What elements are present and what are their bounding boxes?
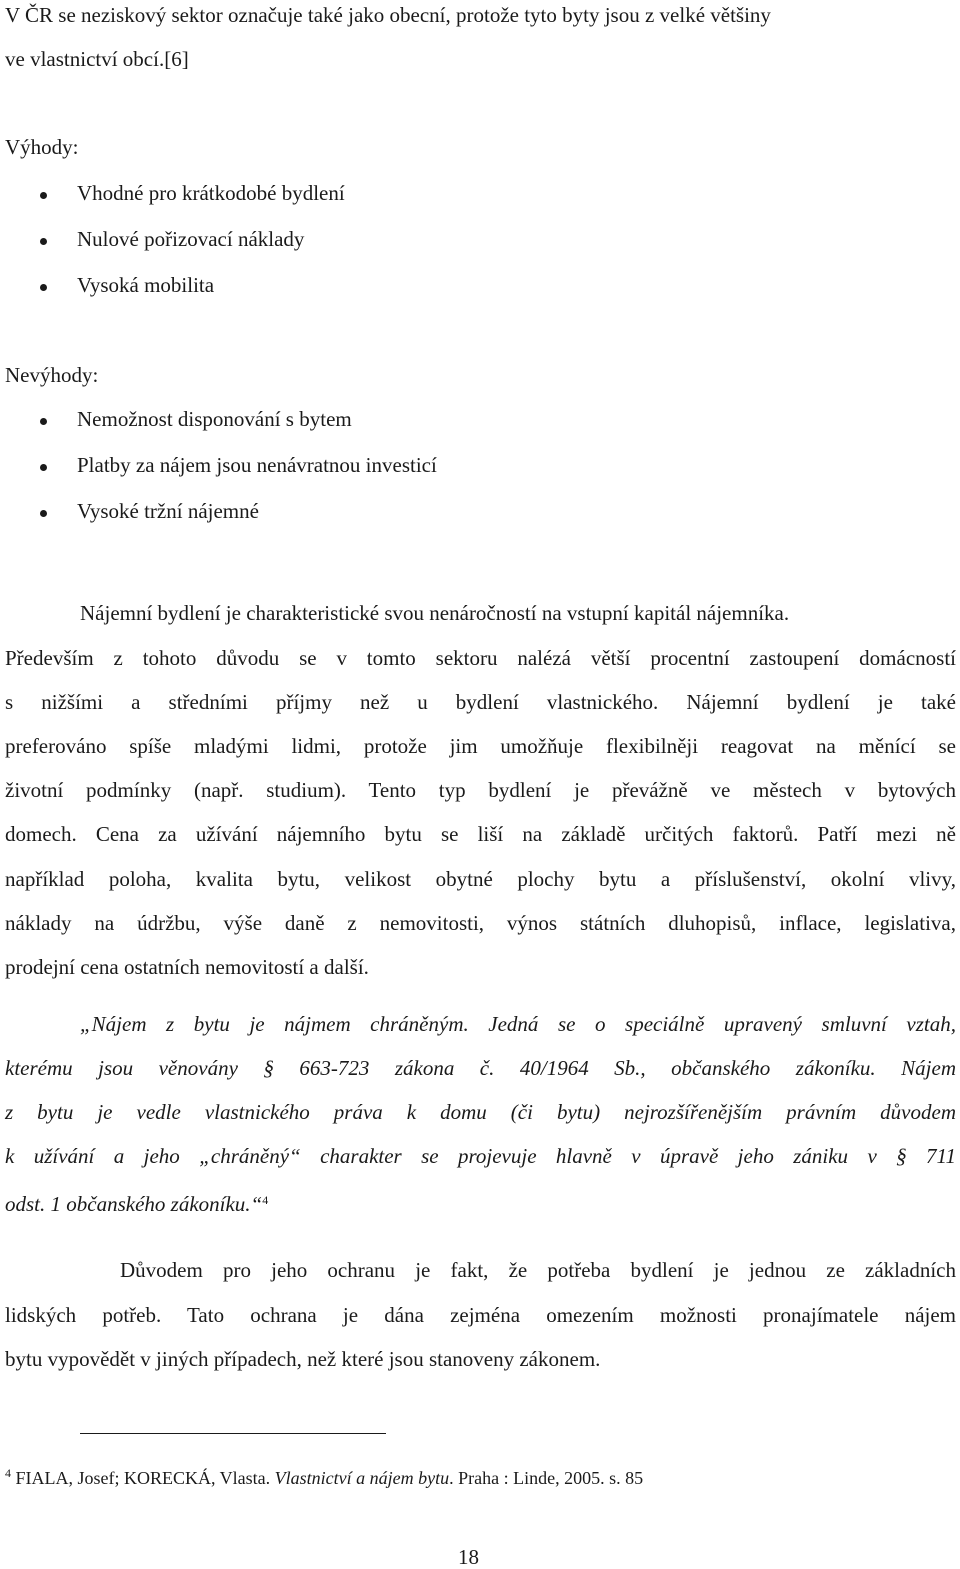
footnote-number: 4 (5, 1466, 11, 1480)
quote-line: „Nájem z bytu je nájmem chráněným. Jedná se o speciálně upravený smluvní vztah, (80, 1012, 956, 1036)
para1-line: náklady na údržbu, výše daně z nemovitosti, výnos státních dluhopisů, inflace, legislativa, (5, 911, 956, 935)
pros-item: Vysoká mobilita (40, 272, 214, 298)
bullet-icon (40, 510, 47, 517)
cons-heading: Nevýhody: (5, 363, 99, 387)
bullet-icon (40, 464, 47, 471)
footnote-rest: . Praha : Linde, 2005. s. 85 (449, 1468, 644, 1488)
para2-line: lidských potřeb. Tato ochrana je dána zejména omezením možnosti pronajímatele nájem (5, 1303, 956, 1327)
para2-line: Důvodem pro jeho ochranu je fakt, že potřeba bydlení je jednou ze základních (120, 1258, 956, 1282)
para2-line: bytu vypovědět v jiných případech, než které jsou stanoveny zákonem. (5, 1347, 601, 1371)
footnote-title: Vlastnictví a nájem bytu (274, 1468, 450, 1488)
footnote (5, 1462, 643, 1489)
para1-line: například poloha, kvalita bytu, velikost obytné plochy bytu a příslušenství, okolní vlivy, (5, 867, 956, 891)
bullet-icon (40, 284, 47, 291)
footnote-authors: FIALA, Josef; KORECKÁ, Vlasta. (15, 1468, 271, 1488)
para1-line: Především z tohoto důvodu se v tomto sektoru nalézá větší procentní zastoupení domácností (5, 646, 956, 670)
intro-line-1: V ČR se neziskový sektor označuje také jako obecní, protože tyto byty jsou z velké většiny (5, 3, 771, 27)
quote-line: k užívání a jeho „chráněný“ charakter se projevuje hlavně v úpravě jeho zániku v § 711 (5, 1144, 956, 1168)
para1-line: preferováno spíše mladými lidmi, protože jim umožňuje flexibilněji reagovat na měnící se (5, 734, 956, 758)
bullet-icon (40, 192, 47, 199)
cons-item: Nemožnost disponování s bytem (40, 406, 352, 432)
quote-line: z bytu je vedle vlastnického práva k domu (či bytu) nejrozšířenějším právním důvodem (5, 1100, 956, 1124)
quote-line: odst. 1 občanského zákoníku.“$^4$ (5, 1192, 269, 1216)
cons-item: Vysoké tržní nájemné (40, 498, 259, 524)
quote-line: kterému jsou věnovány § 663-723 zákona č. 40/1964 Sb., občanského zákoníku. Nájem (5, 1056, 956, 1080)
para1-line: životní podmínky (např. studium). Tento typ bydlení je převážně ve městech v bytových (5, 778, 956, 802)
para1-line: Nájemní bydlení je charakteristické svou nenáročností na vstupní kapitál nájemníka. (80, 601, 790, 625)
para1-line: domech. Cena za užívání nájemního bytu se liší na základě určitých faktorů. Patří mezi ně (5, 822, 956, 846)
pros-heading: Výhody: (5, 135, 79, 159)
para1-line: s nižšími a středními příjmy než u bydlení vlastnického. Nájemní bydlení je také (5, 690, 956, 714)
page-number: 18 (458, 1545, 479, 1569)
bullet-icon (40, 238, 47, 245)
pros-item: Nulové pořizovací náklady (40, 226, 304, 252)
footnote-divider (80, 1433, 386, 1434)
footnote-ref: 4 (262, 1193, 269, 1207)
para1-line: prodejní cena ostatních nemovitostí a další. (5, 955, 369, 979)
intro-line-2: ve vlastnictví obcí.[6] (5, 47, 189, 71)
bullet-icon (40, 418, 47, 425)
cons-item: Platby za nájem jsou nenávratnou investicí (40, 452, 437, 478)
pros-item: Vhodné pro krátkodobé bydlení (40, 180, 345, 206)
